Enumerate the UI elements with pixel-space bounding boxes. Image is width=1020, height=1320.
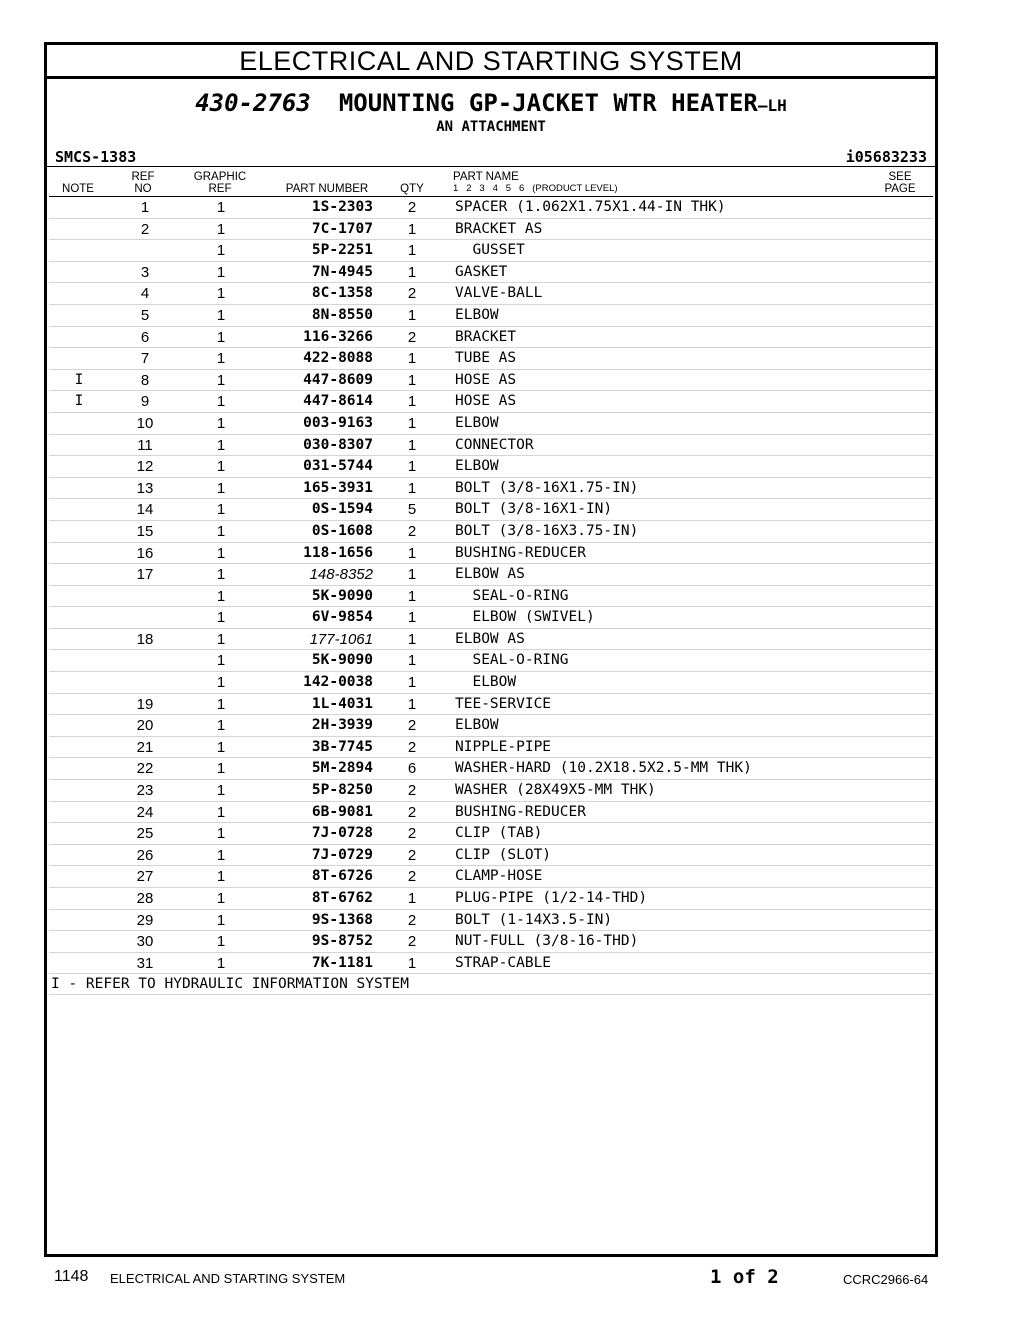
row-part-number: 7J-0728 xyxy=(311,825,373,842)
table-row xyxy=(49,239,933,261)
row-qty: 1 xyxy=(407,954,417,972)
table-row xyxy=(49,369,933,391)
row-part-number: 5P-8250 xyxy=(311,782,373,799)
row-part-name: CLIP (TAB) xyxy=(455,825,543,842)
row-part-name: BRACKET AS xyxy=(455,220,543,237)
row-graphic-ref: 1 xyxy=(216,242,226,260)
row-ref-no: 14 xyxy=(136,501,154,519)
row-part-number: 116-3266 xyxy=(303,328,373,345)
row-graphic-ref: 1 xyxy=(216,868,226,886)
row-part-number: 5P-2251 xyxy=(311,242,373,259)
row-part-number: 118-1656 xyxy=(303,544,373,561)
row-graphic-ref: 1 xyxy=(216,371,226,389)
table-row xyxy=(49,390,933,412)
row-graphic-ref: 1 xyxy=(216,350,226,368)
table-row xyxy=(49,779,933,801)
parts-table xyxy=(49,196,933,995)
row-part-number: 148-8352 xyxy=(309,566,373,584)
row-graphic-ref: 1 xyxy=(216,263,226,281)
row-ref-no: 11 xyxy=(137,436,153,454)
table-row xyxy=(49,455,933,477)
row-part-number: 9S-1368 xyxy=(311,911,373,928)
row-part-number: 7J-0729 xyxy=(311,846,373,863)
system-title: ELECTRICAL AND STARTING SYSTEM xyxy=(47,45,935,79)
group-heading xyxy=(47,89,935,120)
row-part-name: HOSE AS xyxy=(455,393,517,410)
row-part-number: 0S-1608 xyxy=(311,522,373,539)
row-qty: 1 xyxy=(407,479,417,497)
row-ref-no: 26 xyxy=(136,846,154,864)
row-part-number: 7C-1707 xyxy=(311,220,373,237)
column-header-product-levels: 1 2 3 4 5 6 (PRODUCT LEVEL) xyxy=(453,183,618,194)
row-qty: 1 xyxy=(407,306,417,324)
row-graphic-ref: 1 xyxy=(216,760,226,778)
row-part-number: 447-8614 xyxy=(303,393,373,410)
row-ref-no: 1 xyxy=(140,199,150,216)
row-part-number: 177-1061 xyxy=(309,630,373,648)
row-part-number: 1L-4031 xyxy=(311,695,373,712)
row-part-name: STRAP-CABLE xyxy=(455,954,552,971)
row-part-name: SEAL-O-RING xyxy=(455,652,569,669)
row-graphic-ref: 1 xyxy=(216,544,226,562)
table-row xyxy=(49,671,933,693)
table-row xyxy=(49,498,933,520)
row-qty: 2 xyxy=(407,803,417,821)
header-divider xyxy=(47,166,935,167)
row-graphic-ref: 1 xyxy=(216,652,226,670)
row-ref-no: 25 xyxy=(136,825,154,843)
row-part-name: VALVE-BALL xyxy=(455,285,543,302)
row-graphic-ref: 1 xyxy=(216,738,226,756)
table-row xyxy=(49,347,933,369)
column-header-part-name: PART NAME xyxy=(453,171,519,183)
row-graphic-ref: 1 xyxy=(216,609,226,627)
table-row xyxy=(49,736,933,758)
row-graphic-ref: 1 xyxy=(216,630,226,648)
row-graphic-ref: 1 xyxy=(216,458,226,476)
table-row xyxy=(49,304,933,326)
row-part-number: 0S-1594 xyxy=(311,501,373,518)
row-note: I xyxy=(74,393,84,410)
row-part-number: 3B-7745 xyxy=(311,738,373,755)
row-part-number: 142-0038 xyxy=(303,674,373,691)
footnote-row xyxy=(49,973,933,995)
row-part-name: BOLT (3/8-16X1.75-IN) xyxy=(455,479,639,496)
row-part-number: 8N-8550 xyxy=(311,306,373,323)
table-row xyxy=(49,261,933,283)
group-name: MOUNTING GP-JACKET WTR HEATER xyxy=(338,89,758,117)
table-row xyxy=(49,801,933,823)
row-qty: 2 xyxy=(407,911,417,929)
row-graphic-ref: 1 xyxy=(216,393,226,411)
row-graphic-ref: 1 xyxy=(216,328,226,346)
column-header-qty: QTY xyxy=(400,183,424,195)
footer-section: ELECTRICAL AND STARTING SYSTEM xyxy=(110,1271,346,1286)
row-part-name: GASKET xyxy=(455,263,508,280)
row-graphic-ref: 1 xyxy=(216,825,226,843)
row-qty: 2 xyxy=(407,285,417,303)
row-qty: 1 xyxy=(407,371,417,389)
row-part-number: 030-8307 xyxy=(303,436,373,453)
row-qty: 2 xyxy=(407,782,417,800)
row-graphic-ref: 1 xyxy=(216,803,226,821)
row-graphic-ref: 1 xyxy=(216,954,226,972)
row-ref-no: 30 xyxy=(136,933,154,951)
row-ref-no: 2 xyxy=(140,220,150,238)
row-graphic-ref: 1 xyxy=(216,479,226,497)
row-graphic-ref: 1 xyxy=(216,220,226,238)
row-part-number: 5K-9090 xyxy=(311,587,373,604)
row-part-name: BOLT (3/8-16X3.75-IN) xyxy=(455,522,639,539)
row-graphic-ref: 1 xyxy=(216,933,226,951)
row-part-name: WASHER (28X49X5-MM THK) xyxy=(455,782,656,799)
row-graphic-ref: 1 xyxy=(216,436,226,454)
row-qty: 1 xyxy=(407,220,417,238)
table-row xyxy=(49,952,933,974)
table-row xyxy=(49,865,933,887)
group-suffix: —LH xyxy=(757,96,787,115)
row-qty: 2 xyxy=(407,825,417,843)
row-graphic-ref: 1 xyxy=(216,522,226,540)
row-qty: 1 xyxy=(407,414,417,432)
table-row xyxy=(49,520,933,542)
row-qty: 1 xyxy=(407,674,417,692)
row-qty: 2 xyxy=(407,933,417,951)
row-part-name: ELBOW (SWIVEL) xyxy=(455,609,595,626)
row-graphic-ref: 1 xyxy=(216,911,226,929)
row-graphic-ref: 1 xyxy=(216,199,226,216)
row-ref-no: 9 xyxy=(140,393,150,411)
row-part-name: SEAL-O-RING xyxy=(455,587,569,604)
row-ref-no: 21 xyxy=(136,738,154,756)
row-ref-no: 27 xyxy=(136,868,154,886)
row-ref-no: 28 xyxy=(136,890,154,907)
row-part-name: BOLT (3/8-16X1-IN) xyxy=(455,501,613,518)
row-part-name: BUSHING-REDUCER xyxy=(455,544,586,561)
row-part-number: 447-8609 xyxy=(303,371,373,388)
row-part-number: 8T-6762 xyxy=(311,890,373,906)
smcs-code: SMCS-1383 xyxy=(55,148,137,166)
row-ref-no: 7 xyxy=(140,350,150,368)
row-graphic-ref: 1 xyxy=(216,846,226,864)
row-part-name: TEE-SERVICE xyxy=(455,695,552,712)
column-header-graphic-top: GRAPHIC xyxy=(193,171,247,183)
row-ref-no: 3 xyxy=(140,263,150,281)
table-row xyxy=(49,930,933,952)
parts-page-frame xyxy=(44,42,938,1257)
row-graphic-ref: 1 xyxy=(216,782,226,800)
row-note: I xyxy=(74,371,84,388)
row-graphic-ref: 1 xyxy=(216,587,226,605)
row-ref-no: 24 xyxy=(136,803,154,821)
row-ref-no: 29 xyxy=(136,911,154,929)
row-qty: 1 xyxy=(407,544,417,562)
row-part-number: 6V-9854 xyxy=(311,609,373,626)
row-qty: 1 xyxy=(407,350,417,368)
row-qty: 2 xyxy=(407,522,417,540)
row-part-name: HOSE AS xyxy=(455,371,517,388)
row-part-number: 7K-1181 xyxy=(311,954,373,971)
row-graphic-ref: 1 xyxy=(216,674,226,692)
row-part-name: SPACER (1.062X1.75X1.44-IN THK) xyxy=(455,199,726,215)
row-part-number: 2H-3939 xyxy=(311,717,373,734)
row-part-name: BRACKET xyxy=(455,328,517,345)
row-part-number: 422-8088 xyxy=(303,350,373,367)
row-qty: 2 xyxy=(407,738,417,756)
footer-code: CCRC2966-64 xyxy=(843,1272,929,1287)
table-row xyxy=(49,326,933,348)
table-row xyxy=(49,649,933,671)
row-ref-no: 23 xyxy=(136,782,154,800)
row-part-number: 165-3931 xyxy=(303,479,373,496)
table-row xyxy=(49,909,933,931)
row-part-name: ELBOW AS xyxy=(455,566,525,583)
row-part-number: 8C-1358 xyxy=(311,285,373,302)
row-part-name: PLUG-PIPE (1/2-14-THD) xyxy=(455,890,648,906)
row-part-name: ELBOW AS xyxy=(455,630,525,647)
table-row xyxy=(49,282,933,304)
row-qty: 1 xyxy=(407,652,417,670)
row-part-name: GUSSET xyxy=(455,242,525,259)
row-part-name: NUT-FULL (3/8-16-THD) xyxy=(455,933,639,950)
row-qty: 1 xyxy=(407,458,417,476)
table-row xyxy=(49,412,933,434)
row-ref-no: 19 xyxy=(136,695,154,713)
row-qty: 1 xyxy=(407,242,417,260)
row-qty: 2 xyxy=(407,328,417,346)
row-ref-no: 5 xyxy=(140,306,150,324)
row-part-name: CONNECTOR xyxy=(455,436,534,453)
row-part-number: 1S-2303 xyxy=(311,199,373,215)
column-header-ref-top: REF xyxy=(131,171,155,183)
row-graphic-ref: 1 xyxy=(216,501,226,519)
column-header-graphic-bottom: REF xyxy=(208,183,232,195)
row-part-name: BOLT (1-14X3.5-IN) xyxy=(455,911,613,928)
row-qty: 1 xyxy=(407,630,417,648)
group-part-number: 430-2763 xyxy=(195,89,311,117)
row-part-number: 031-5744 xyxy=(303,458,373,475)
row-qty: 2 xyxy=(407,717,417,735)
row-qty: 1 xyxy=(407,695,417,713)
row-part-name: TUBE AS xyxy=(455,350,517,367)
table-row xyxy=(49,542,933,564)
row-qty: 1 xyxy=(407,393,417,411)
table-row xyxy=(49,585,933,607)
row-graphic-ref: 1 xyxy=(216,414,226,432)
table-row xyxy=(49,218,933,240)
row-part-number: 7N-4945 xyxy=(311,263,373,280)
row-part-number: 8T-6726 xyxy=(311,868,373,885)
row-part-name: ELBOW xyxy=(455,674,517,691)
row-qty: 2 xyxy=(407,868,417,886)
row-ref-no: 12 xyxy=(136,458,154,476)
row-part-name: WASHER-HARD (10.2X18.5X2.5-MM THK) xyxy=(455,760,752,777)
table-row xyxy=(49,477,933,499)
column-header-part-number: PART NUMBER xyxy=(285,183,369,195)
column-header-see-top: SEE xyxy=(888,171,912,183)
row-qty: 1 xyxy=(407,587,417,605)
table-row xyxy=(49,628,933,650)
row-qty: 1 xyxy=(407,566,417,584)
row-ref-no: 13 xyxy=(136,479,154,497)
table-row xyxy=(49,887,933,909)
table-row xyxy=(49,844,933,866)
table-row xyxy=(49,434,933,456)
row-ref-no: 8 xyxy=(140,371,150,389)
row-ref-no: 17 xyxy=(136,566,154,584)
row-part-name: ELBOW xyxy=(455,458,499,475)
table-row xyxy=(49,693,933,715)
row-ref-no: 16 xyxy=(136,544,154,562)
column-header-see-bottom: PAGE xyxy=(884,183,916,195)
row-qty: 2 xyxy=(407,846,417,864)
row-qty: 1 xyxy=(407,609,417,627)
row-ref-no: 22 xyxy=(136,760,154,778)
footer-page-number: 1148 xyxy=(54,1268,89,1285)
row-part-name: CLIP (SLOT) xyxy=(455,846,552,863)
row-graphic-ref: 1 xyxy=(216,695,226,713)
row-ref-no: 4 xyxy=(140,285,150,303)
row-part-number: 003-9163 xyxy=(303,414,373,431)
row-qty: 6 xyxy=(407,760,417,778)
footer-page-of: 1 of 2 xyxy=(710,1266,779,1288)
table-row xyxy=(49,822,933,844)
table-row xyxy=(49,196,933,218)
table-row xyxy=(49,606,933,628)
row-graphic-ref: 1 xyxy=(216,717,226,735)
table-row xyxy=(49,714,933,736)
row-part-number: 6B-9081 xyxy=(311,803,373,820)
row-part-name: BUSHING-REDUCER xyxy=(455,803,586,820)
row-ref-no: 31 xyxy=(136,954,154,972)
row-part-name: ELBOW xyxy=(455,414,499,431)
row-part-name: NIPPLE-PIPE xyxy=(455,738,552,755)
row-ref-no: 10 xyxy=(136,414,154,432)
row-ref-no: 18 xyxy=(136,630,154,648)
row-graphic-ref: 1 xyxy=(216,566,226,584)
column-header-note: NOTE xyxy=(62,183,94,195)
row-qty: 5 xyxy=(407,501,417,519)
row-graphic-ref: 1 xyxy=(216,890,226,907)
column-header-ref-bottom: NO xyxy=(134,183,152,195)
row-graphic-ref: 1 xyxy=(216,285,226,303)
group-subtitle: AN ATTACHMENT xyxy=(436,119,546,135)
footnote-text: I - REFER TO HYDRAULIC INFORMATION SYSTEM xyxy=(51,976,409,993)
row-part-number: 5M-2894 xyxy=(311,760,373,777)
row-qty: 1 xyxy=(407,436,417,454)
row-qty: 1 xyxy=(407,263,417,281)
row-part-name: ELBOW xyxy=(455,306,499,323)
row-graphic-ref: 1 xyxy=(216,306,226,324)
row-part-number: 9S-8752 xyxy=(311,933,373,950)
row-ref-no: 20 xyxy=(136,717,154,735)
table-row xyxy=(49,757,933,779)
row-ref-no: 15 xyxy=(136,522,154,540)
row-part-name: CLAMP-HOSE xyxy=(455,868,543,885)
table-row xyxy=(49,563,933,585)
row-part-name: ELBOW xyxy=(455,717,499,734)
row-ref-no: 6 xyxy=(140,328,150,346)
row-part-number: 5K-9090 xyxy=(311,652,373,669)
row-qty: 1 xyxy=(407,890,417,907)
row-qty: 2 xyxy=(407,199,417,216)
document-identifier: i05683233 xyxy=(845,148,927,166)
